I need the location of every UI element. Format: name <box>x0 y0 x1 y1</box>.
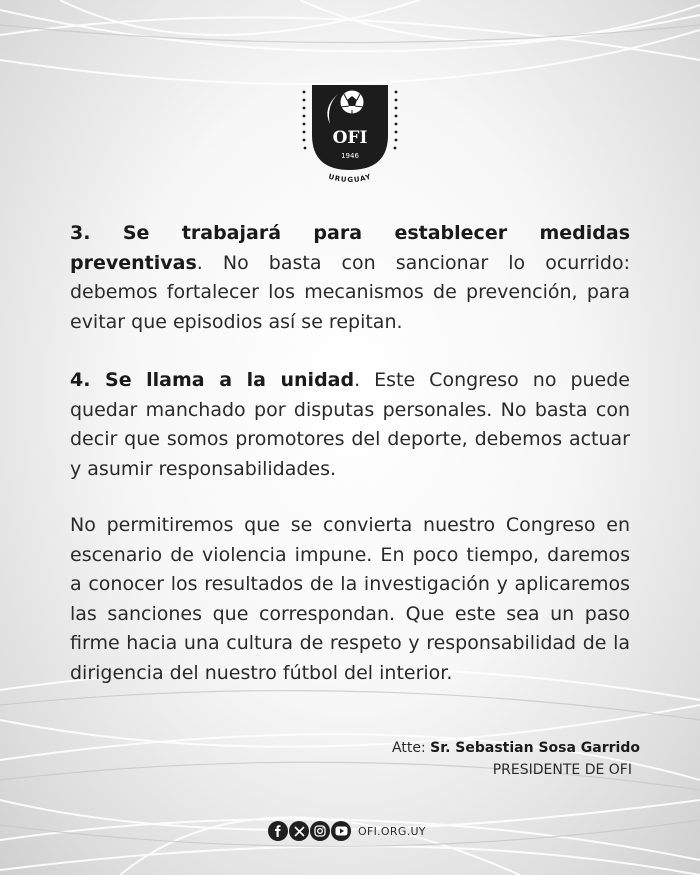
closing-paragraph <box>70 511 630 688</box>
signature-name: Sr. Sebastian Sosa Garrido <box>430 740 640 756</box>
logo-initials: OFI <box>332 128 368 148</box>
paragraph-4 <box>70 366 630 484</box>
x-icon[interactable] <box>289 821 309 841</box>
signature-prefix: Atte: <box>392 740 431 756</box>
logo-country: URUGUAY <box>327 172 373 185</box>
paragraph-3-heading: 3. Se trabajará para establecer medidas preventivas <box>70 222 630 274</box>
paragraph-3-body: . No basta con sancionar lo ocurrido: debemos fortalecer los mecanismos de prevención, para evitar que episodios así se repitan. <box>70 251 630 333</box>
svg-text:URUGUAY <box>327 173 372 184</box>
footer-social <box>268 820 426 842</box>
paragraph-4-body: . Este Congreso no puede quedar manchado por disputas personales. No basta con decir que somos promotores del deporte, debemos actuar y asumir responsabilidades. <box>70 369 630 480</box>
website-link[interactable]: OFI.ORG.UY <box>358 824 426 838</box>
facebook-icon[interactable] <box>268 821 288 841</box>
youtube-icon[interactable] <box>331 821 351 841</box>
signature-role: PRESIDENTE DE OFI <box>492 762 632 778</box>
signature-block <box>392 737 640 781</box>
paragraph-3 <box>70 219 630 337</box>
instagram-icon[interactable] <box>310 821 330 841</box>
ofi-logo <box>300 80 400 188</box>
paragraph-4-heading: 4. Se llama a la unidad <box>70 369 355 391</box>
logo-year: 1946 <box>341 152 359 160</box>
closing-paragraph-body: No permitiremos que se convierta nuestro Congreso en escenario de violencia impune. En poco tiempo, daremos a conocer los resultados de la investigación y aplicaremos las sanciones que correspondan. Que este sea un paso firme hacia una cultura de respeto y responsabilidad de la dirigencia del nuestro fútbol del interior. <box>70 514 630 684</box>
